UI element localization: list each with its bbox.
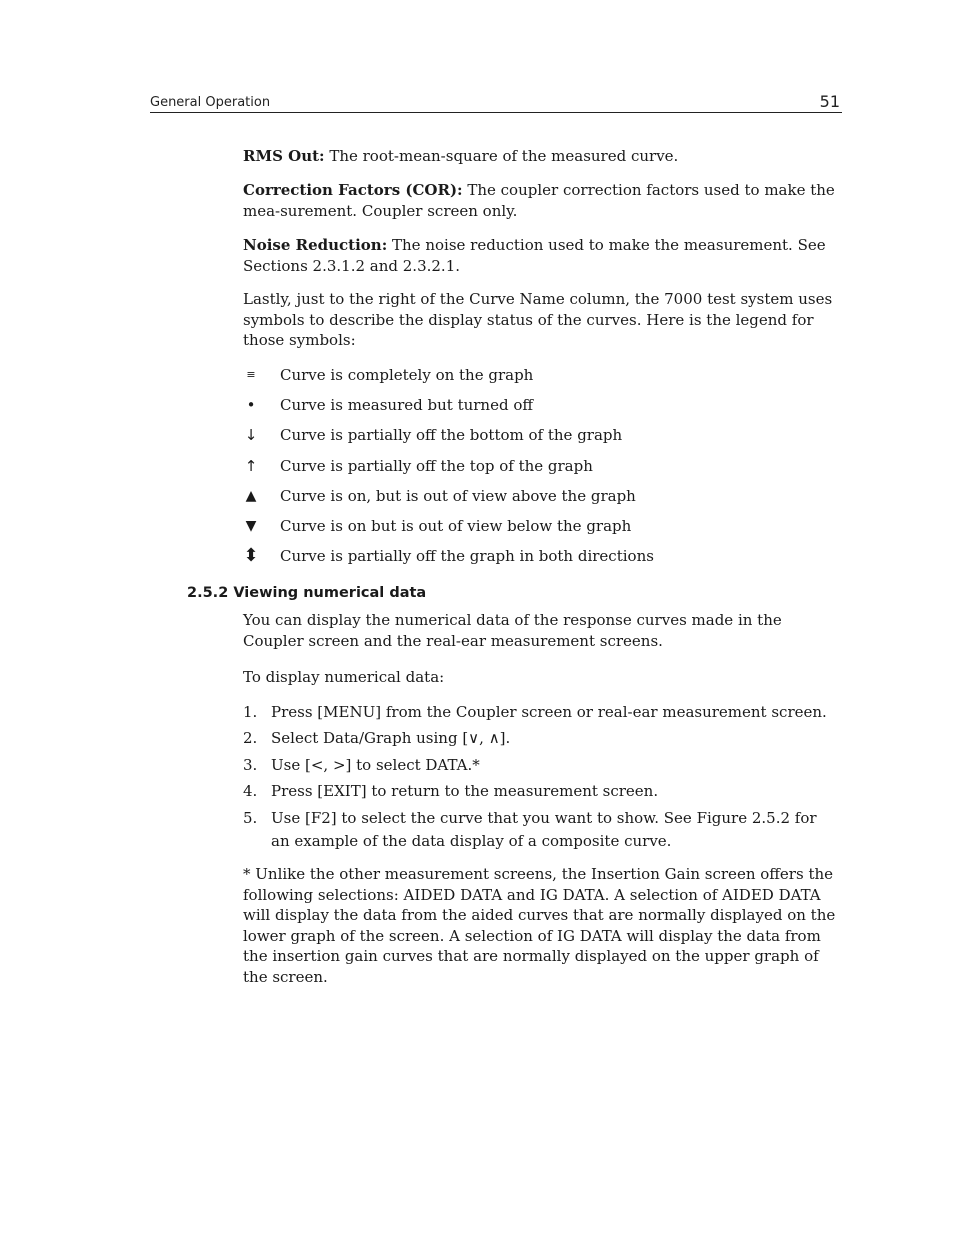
bullet-dot-icon: •	[246, 396, 256, 414]
definition-text: The coupler correction factors used to make the mea-surement. Coupler screen only.	[243, 181, 835, 220]
legend-item-text: Curve is partially off the top of the graph	[280, 457, 593, 475]
legend-item	[243, 516, 843, 538]
legend-item	[243, 546, 843, 568]
step-number: 2.	[243, 729, 258, 747]
step-number: 5.	[243, 809, 258, 827]
section-intro-paragraph: You can display the numerical data of the response curves made in the Coupler screen and the real-ear measurement screens.	[243, 611, 782, 650]
legend-item-text: Curve is partially off the bottom of the graph	[280, 426, 623, 444]
footnote-paragraph: * Unlike the other measurement screens, the Insertion Gain screen offers the following selections: AIDED DATA and IG DATA. A selection of AIDED DATA will display the data from the aided curves that are normally displayed on the lower graph of the screen. A selection of IG DATA will display the data from the insertion gain curves that are normally displayed on the upper graph of the screen.	[243, 865, 836, 986]
step-number: 4.	[243, 782, 258, 800]
legend-item	[243, 425, 843, 447]
step-text: Select Data/Graph using [∨, ∧].	[271, 729, 511, 747]
legend-item-text: Curve is completely on the graph	[280, 366, 534, 384]
definition-rms-out	[243, 146, 843, 167]
page-number: 51	[819, 92, 840, 111]
legend-item-text: Curve is partially off the graph in both directions	[280, 547, 654, 565]
step-text: Press [EXIT] to return to the measurement screen.	[271, 782, 659, 800]
definition-term: Noise Reduction:	[243, 236, 388, 254]
running-header	[150, 90, 842, 113]
arrow-down-icon: ↓	[244, 426, 258, 444]
legend-item	[243, 456, 843, 478]
definition-term: Correction Factors (COR):	[243, 181, 463, 199]
legend-intro-paragraph: Lastly, just to the right of the Curve Name column, the 7000 test system uses symbols to describe the display status of the curves. Here is the legend for those symbols:	[243, 290, 833, 349]
steps-lead-paragraph: To display numerical data:	[243, 668, 445, 686]
triple-bar-icon: ≡	[246, 368, 256, 381]
section-heading: 2.5.2 Viewing numerical data	[187, 585, 427, 601]
legend-item-text: Curve is on but is out of view below the graph	[280, 517, 632, 535]
legend-item	[243, 395, 843, 417]
step-text: Use [<, >] to select DATA.*	[271, 756, 480, 774]
definition-text: The root-mean-square of the measured curve.	[324, 147, 679, 165]
legend-item-text: Curve is on, but is out of view above the graph	[280, 487, 636, 505]
step-number: 1.	[243, 703, 258, 721]
definition-correction-factors	[243, 180, 843, 221]
definition-noise-reduction	[243, 235, 843, 276]
arrow-up-icon: ↑	[244, 457, 258, 475]
running-header-title: General Operation	[150, 95, 271, 110]
legend-item	[243, 365, 843, 387]
step-number: 3.	[243, 756, 258, 774]
legend-item-text: Curve is measured but turned off	[280, 396, 534, 414]
triangle-down-icon: ▼	[245, 518, 257, 534]
legend-item	[243, 486, 843, 508]
step-text: Use [F2] to select the curve that you want to show. See Figure 2.5.2 for an example of the data display of a composite curve.	[271, 809, 817, 850]
double-arrow-vertical-icon: ⬍	[243, 545, 259, 566]
triangle-up-icon: ▲	[245, 488, 257, 504]
definition-text: The noise reduction used to make the measurement. See Sections 2.3.1.2 and 2.3.2.1.	[243, 236, 826, 275]
definition-term: RMS Out:	[243, 147, 325, 165]
step-text: Press [MENU] from the Coupler screen or real-ear measurement screen.	[271, 703, 827, 721]
